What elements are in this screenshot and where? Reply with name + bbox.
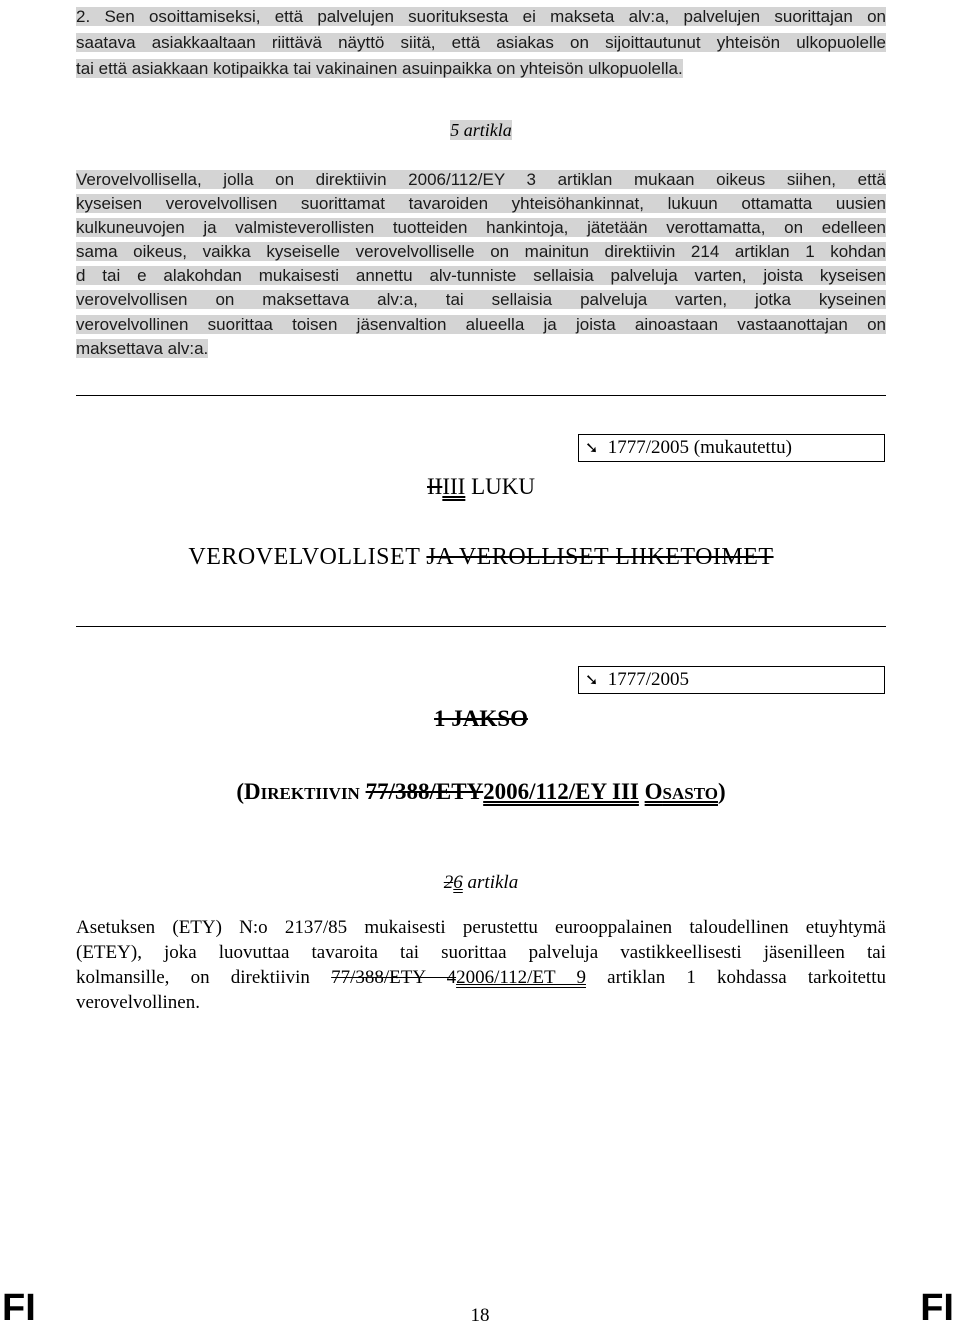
directive-inserted-ref: 2006/112/EY III <box>483 779 639 804</box>
divider-2 <box>76 626 886 627</box>
chapter-inserted-numeral: III <box>442 474 466 499</box>
directive-deleted-ref: 77/388/ETY <box>365 779 484 804</box>
directive-title-line <box>76 779 886 805</box>
footer-language-left: FI <box>2 1287 36 1329</box>
osasto-word-rest: SASTO <box>662 784 718 803</box>
art5-line-1: Verovelvollisella, jolla on direktiivin 2006/112/EY 3 artiklan mukaan oikeus siihen, että <box>76 170 886 189</box>
paragraph-2 <box>76 4 886 82</box>
art26-line-2: (ETEY), joka luovuttaa tavaroita tai suorittaa palveluja vastikkeellisesti jäsenilleen tai <box>76 942 886 963</box>
art5-line-6: verovelvollisen on maksettava alv:a, tai sellaisia palveluja varten, jotka kyseinen <box>76 290 886 310</box>
footer-language-right: FI <box>920 1287 954 1329</box>
reference-box-1 <box>578 434 885 462</box>
osasto-word <box>645 779 718 804</box>
article-5-title <box>76 120 886 141</box>
article-5-title-text: 5 artikla <box>450 120 512 140</box>
main-heading-deleted: JA VEROLLISET LIIKETOIMET <box>426 544 774 570</box>
article-26-number: 6 <box>453 872 463 893</box>
art26-deleted-ref: 77/388/ETY 4 <box>331 967 457 988</box>
chapter-suffix: LUKU <box>465 474 535 499</box>
divider-1 <box>76 395 886 396</box>
reference-box-2-text: 1777/2005 <box>607 669 690 690</box>
art26-line-1: Asetuksen (ETY) N:o 2137/85 mukaisesti perustettu eurooppalainen taloudellinen etuyhtymä <box>76 917 886 938</box>
close-paren: ) <box>717 779 726 804</box>
art26-inserted-ref: 2006/112/ET 9 <box>456 967 586 988</box>
para2-line-3: tai että asiakkaan kotipaikka tai vakinainen asuinpaikka on yhteisön ulkopuolella. <box>76 59 683 78</box>
directive-word-cap: D <box>244 779 261 804</box>
arrow-down-right-icon: ➘ <box>585 438 599 457</box>
chapter-heading <box>76 474 886 500</box>
section-heading-deleted: 1 JAKSO <box>434 706 528 731</box>
reference-box-1-text: 1777/2005 (mukautettu) <box>607 437 792 458</box>
main-heading-kept: VEROVELVOLLISET <box>188 544 420 570</box>
art5-line-5: d tai e alakohdan mukaisesti annettu alv-tunniste sellaisia palveluja varten, joista kyseisen <box>76 266 886 286</box>
chapter-deleted-numeral: II <box>427 474 443 499</box>
para2-line-1: 2. Sen osoittamiseksi, että palvelujen suorituksesta ei makseta alv:a, palvelujen suorittajan on <box>76 7 886 26</box>
arrow-down-right-icon: ➘ <box>585 670 599 689</box>
main-heading <box>76 544 886 571</box>
article-5-body <box>76 168 886 361</box>
art26-line-3-after: artiklan 1 kohdassa tarkoitettu <box>585 967 886 988</box>
reference-box-2 <box>578 666 885 694</box>
section-heading <box>76 706 886 732</box>
art26-line-3 <box>76 965 886 990</box>
art5-line-2: kyseisen verovelvollisen suorittamat tavaroiden yhteisöhankinnat, lukuun ottamatta uusien <box>76 194 886 214</box>
article-26-word: artikla <box>462 872 519 893</box>
art5-line-4: sama oikeus, vaikka kyseiselle verovelvolliselle on mainitun direktiivin 214 artiklan 1 kohdan <box>76 242 886 262</box>
directive-word-rest: IREKTIIVIN <box>260 784 360 803</box>
art26-line-4: verovelvollinen. <box>76 992 200 1013</box>
osasto-word-cap: O <box>644 779 663 804</box>
art26-line-3-before: kolmansille, on direktiivin <box>76 967 332 988</box>
article-26-body <box>76 915 886 1015</box>
page-number: 18 <box>470 1305 490 1326</box>
art5-line-7: verovelvollinen suorittaa toisen jäsenvaltion alueella ja joista ainoastaan vastaanottajan on <box>76 314 886 334</box>
article-26-title <box>76 872 886 894</box>
art5-line-8: maksettava alv:a. <box>76 338 209 358</box>
open-paren: ( <box>236 779 245 804</box>
article-26-deleted-digit: 2 <box>443 872 454 893</box>
art5-line-3: kulkuneuvojen ja valmisteverollisten tuotteiden hankintoja, jätetään verottamatta, on edelleen <box>76 218 886 238</box>
para2-line-2: saatava asiakkaaltaan riittävä näyttö siitä, että asiakas on sijoittautunut yhteisön ulkopuolelle <box>76 33 886 52</box>
